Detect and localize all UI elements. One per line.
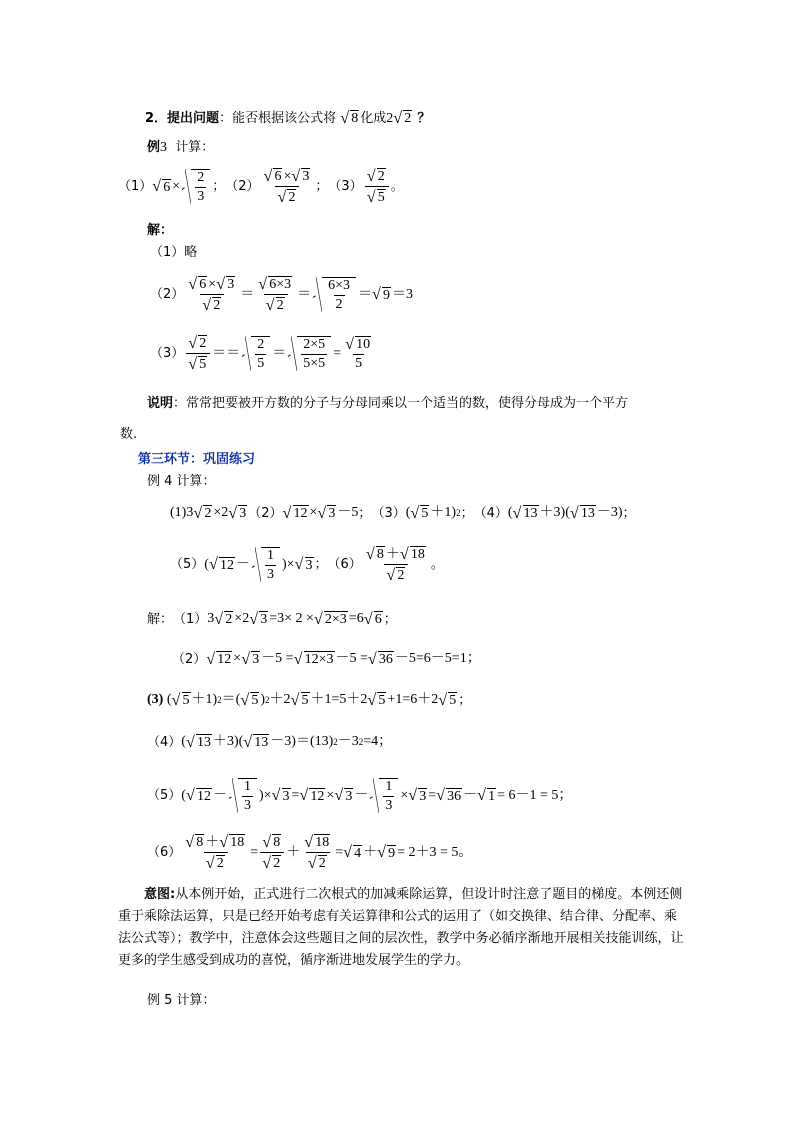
intent-paragraph: 意图:从本例开始，正式进行二次根式的加减乘除运算，但设计时注意了题目的梯度。本例还侧重于乘除法运算，只是已经开始考虑有关运算律和公式的运用了（如交换律、结合律、分配率、乘法公式等）；教学中，注意体会这些题目之间的层次性，教学中务必循序渐地开展相关技能训练，让更多的学生感受到成功的喜悦，循序渐进地发展学生的学力。 bbox=[118, 887, 684, 968]
solution4-1: 解： （1） 3 √ 2 ×2 √ 3 =3× 2 × √ 2×3 =6 √ 6 ； bbox=[147, 611, 397, 627]
solution4-6: （6） √ 8 ＋√ 18 √ 2 = √ 8 √ 2 ＋ √ 18 √ 2 = √ 4 ＋ √ 9 = 2＋3 = 5。 bbox=[147, 834, 472, 871]
question-number: 2． bbox=[145, 111, 168, 126]
solution-1: （1）略 bbox=[150, 245, 198, 260]
question-text: ：能否根据该公式将 bbox=[219, 111, 337, 126]
solution4-2: （2） √ 12 × √ 3 －5 = √ 12×3 －5 = √ 36 －5 =6－5=1； bbox=[172, 651, 481, 667]
section-heading: 第三环节：巩固练习 bbox=[138, 452, 256, 467]
solution-label: 解： bbox=[147, 223, 174, 238]
note-continuation: 数. bbox=[120, 427, 138, 442]
question-label: 提出问题 bbox=[167, 111, 220, 126]
example-3-problems: （1） √ 6 × $\frac{2}{3}$ ； （2） √ 6 ×√ 3 √ 2 ； （3） √ 2 √ 5 。 bbox=[118, 168, 404, 205]
example-4-problems-b: （5） ( √ 12 － $\frac{1}{3}$ )× √ 3 ； （6） √ 8 ＋√ 18 √ 2 。 bbox=[170, 546, 444, 583]
note-line: 说明：常常把要被开方数的分子与分母同乘以一个适当的数，使得分母成为一个平方 bbox=[147, 396, 629, 411]
question-line: 2．提出问题：能否根据该公式将 √ 8 化成2√ 2 ？ bbox=[145, 110, 430, 126]
sqrt-8: √ 8 bbox=[341, 110, 359, 126]
solution4-5: （5） ( √ 12 － $\frac{1}{3}$ )× √ 3 = √ 12 × √ 3 － $\frac{1}{3}$ × √ 3 = √ 36 － √ 1 = 6－1 = 5； bbox=[147, 778, 572, 813]
example-3-title: 例3 计算： bbox=[147, 140, 215, 155]
solution4-3: (3) ( √ 5 ＋1) 2 ＝( √ 5 ) 2 ＋2 √ 5 ＋1 =5＋ 2 √ 5 +1=6＋ 2 √ 5 ； bbox=[147, 692, 471, 708]
solution-3: （3） √ 2 √ 5 ＝＝ $\frac{2}{5}$ ＝ $\frac{2\times 5}{5\times 5}$ = √ $\frac{10}{5}$ bbox=[150, 335, 376, 372]
example-4-problems-a: (1)3 √ 2 ×2 √ 3 （2） √ 12 × √ 3 －5 ； （3） ( √ 5 ＋1) 2 ； （4） ( √ 13 ＋3)( √ 13 －3) ； bbox=[170, 505, 636, 521]
solution4-4: （4） ( √ 13 ＋3)( √ 13 －3)＝(13) 2 －3 2 =4； bbox=[147, 734, 392, 750]
solution-2: （2） √ 6 ×√ 3 √ 2 ＝ √ 6×3 √ 2 ＝ $\frac{6\times 3}{2}$ ＝ √ 9 ＝ 3 bbox=[150, 276, 413, 313]
example-5-title: 例 5 计算： bbox=[147, 993, 216, 1008]
example-4-title: 例 4 计算： bbox=[147, 474, 216, 489]
